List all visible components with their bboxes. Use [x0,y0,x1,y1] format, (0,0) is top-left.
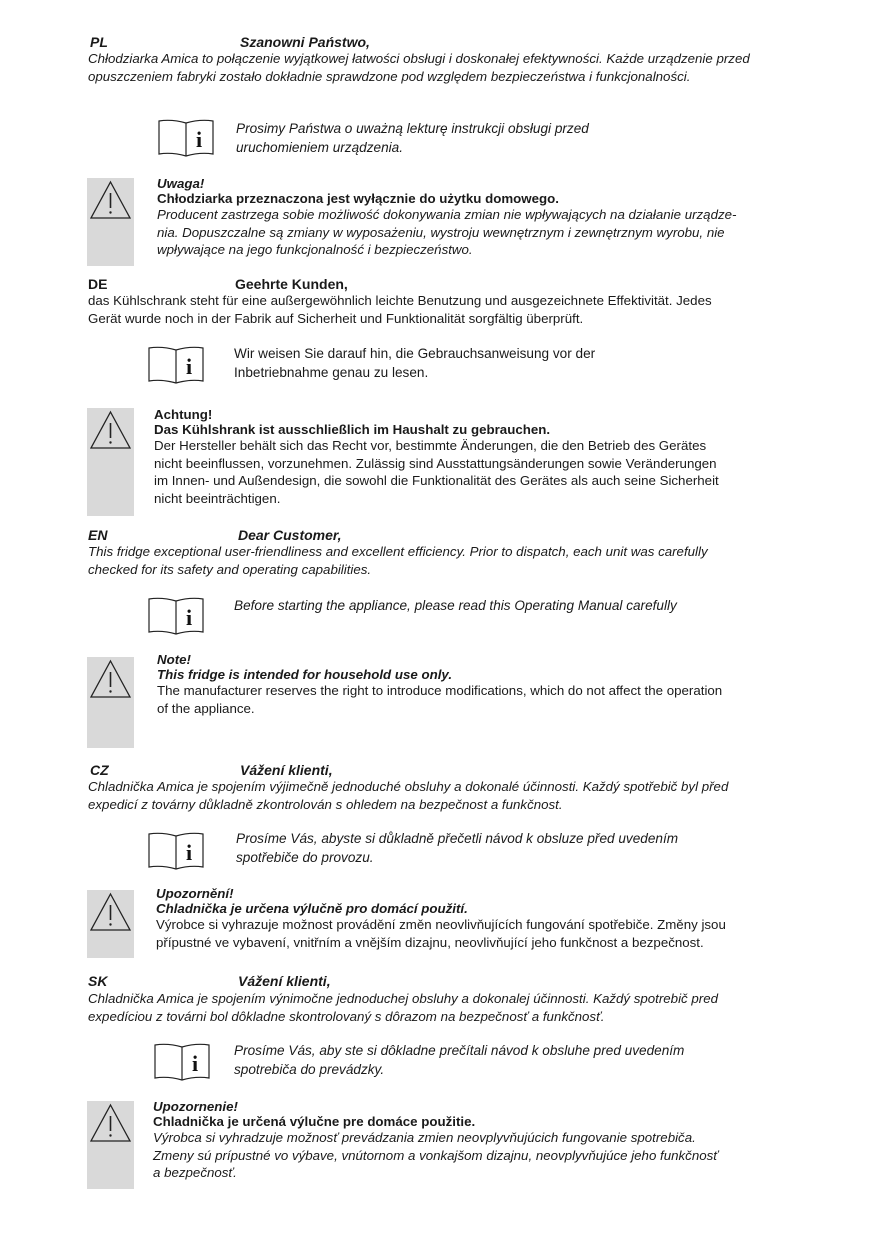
warning-triangle-icon [87,1101,134,1147]
warning-en [157,652,785,717]
warning-triangle-icon [87,408,134,454]
info-line: spotřebiče do provozu. [236,850,374,865]
intro-line: expedíciou z továrni bol dôkladne skontrolovaný s dôrazom na bezpečnosť a funkčnosť. [88,1009,605,1024]
greeting-pl: Szanowni Państwo, [240,34,370,50]
warning-line: The manufacturer reserves the right to introduce modifications, which do not affect the operation [157,683,723,698]
warning-line: Zmeny sú prípustné vo výbave, vnútornom a vonkajšom dizajnu, neovplyvňujúce jeho funkčnosť [153,1147,718,1163]
intro-sk [88,990,786,1026]
info-line: uruchomieniem urządzenia. [236,140,403,155]
warning-text [154,437,784,507]
info-line: Before starting the appliance, please read this Operating Manual carefully [234,598,677,613]
info-text-pl [236,119,589,157]
warning-text [157,206,785,259]
info-text-sk [234,1041,684,1079]
warning-text [157,682,785,717]
intro-de [88,292,786,328]
intro-line: das Kühlschrank steht für eine außergewöhnlich leichte Benutzung und ausgezeichnete Effektivität. Jedes [88,293,712,308]
svg-text:i: i [191,1051,199,1076]
warning-line: přípustné ve vybavení, vnitřním a vnějším dizajnu, neovlivňující jeho funkčnost a bezpečnost. [156,934,704,950]
info-book-icon [148,597,204,635]
section-code-pl: PL [90,34,108,50]
intro-pl [88,50,786,86]
info-text-en [234,596,677,615]
intro-cz [88,778,786,814]
warning-text [153,1129,784,1182]
warning-pl [157,176,785,259]
warning-de [154,407,784,507]
info-line: Prosimy Państwa o uważną lekturę instrukcji obsługi przed [236,121,589,136]
warning-triangle-icon [87,657,134,703]
section-code-cz: CZ [90,762,109,778]
warning-triangle-icon [87,890,134,936]
svg-text:i: i [195,127,203,152]
info-book-icon [154,1043,210,1081]
warning-box-en [87,657,134,748]
info-book-icon [148,346,204,384]
greeting-sk: Vážení klienti, [238,973,331,989]
warning-bold: Chladnička je určená výlučne pre domáce použitie. [153,1114,476,1129]
section-code-sk: SK [88,973,108,989]
warning-title: Uwaga! [157,176,205,191]
warning-line: nicht beeinträchtigen. [154,490,281,506]
warning-bold: Chłodziarka przeznaczona jest wyłącznie do użytku domowego. [157,191,559,206]
warning-sk [153,1099,784,1182]
warning-line: nicht beeinflussen, vorzunehmen. Zulässig sind Ausstattungsänderungen sowie Veränderungen [154,455,717,471]
info-line: spotrebiča do prevádzky. [234,1062,385,1077]
svg-text:i: i [185,605,193,630]
warning-line: Výrobce si vyhrazuje možnost provádění změn neovlivňujících fungování spotřebiče. Změny jsou [156,917,726,932]
warning-line: Producent zastrzega sobie możliwość dokonywania zmian nie wpływających na działanie urządze- [157,207,737,222]
info-line: Inbetriebnahme genau zu lesen. [234,365,429,380]
intro-en [88,543,786,579]
svg-text:i: i [185,840,193,865]
warning-bold: This fridge is intended for household use only. [157,667,453,682]
warning-bold: Das Kühlshrank ist ausschließlich im Haushalt zu gebrauchen. [154,422,551,437]
svg-text:i: i [185,354,193,379]
warning-line: a bezpečnosť. [153,1165,237,1180]
intro-line: Chłodziarka Amica to połączenie wyjątkowej łatwości obsługi i doskonałej efektywności. Każde urządzenie przed [88,51,750,66]
greeting-en: Dear Customer, [238,527,342,543]
warning-title: Achtung! [154,407,213,422]
section-code-en: EN [88,527,108,543]
info-line: Prosíme Vás, aby ste si dôkladne prečítali návod k obsluhe pred uvedením [234,1043,685,1058]
greeting-cz: Vážení klienti, [240,762,333,778]
section-code-de: DE [88,276,108,292]
warning-line: Výrobca si vyhradzuje možnosť prevádzania zmien neovplyvňujúcich fungovanie spotrebiča. [153,1130,696,1145]
info-text-cz [236,829,678,867]
warning-box-de [87,408,134,516]
warning-title: Upozornenie! [153,1099,238,1114]
intro-line: checked for its safety and operating capabilities. [88,562,372,577]
warning-line: wpływające na jego funkcjonalność i bezpieczeństwo. [157,242,473,257]
intro-line: Chladnička Amica je spojením výnimočne jednoduchej obsluhy a dokonalej účinnosti. Každý spotrebič pred [88,991,718,1006]
warning-bold: Chladnička je určena výlučně pro domácí použití. [156,901,468,916]
intro-line: Gerät wurde noch in der Fabrik auf Sicherheit und Funktionalität sorgfältig überprüft. [88,311,584,326]
info-book-icon [158,119,214,157]
warning-title: Upozornění! [156,886,234,901]
intro-line: expedicí z továrny důkladně zkontrolován s ohledem na bezpečnost a funkčnost. [88,797,563,812]
warning-box-cz [87,890,134,958]
greeting-de: Geehrte Kunden, [235,276,348,292]
warning-box-pl [87,178,134,266]
warning-line: im Innen- und Außendesign, die sowohl die Funktionalität des Gerätes als auch seine Sicherheit [154,473,719,488]
warning-line: Der Hersteller behält sich das Recht vor, bestimmte Änderungen, die den Betrieb des Gerätes [154,438,707,453]
info-line: Prosíme Vás, abyste si důkladně přečetli návod k obsluze před uvedením [236,831,679,846]
warning-cz [156,886,784,951]
warning-title: Note! [157,652,191,667]
info-text-de [234,344,595,382]
warning-box-sk [87,1101,134,1189]
intro-line: opuszczeniem fabryki zostało dokładnie sprawdzone pod względem bezpieczeństwa i funkcjonalności. [88,69,691,84]
info-line: Wir weisen Sie darauf hin, die Gebrauchsanweisung vor der [234,346,596,361]
info-book-icon [148,832,204,870]
intro-line: This fridge exceptional user-friendliness and excellent efficiency. Prior to dispatch, each unit was carefully [88,544,708,559]
warning-line: nia. Dopuszczalne są zmiany w wyposażeniu, wystroju wewnętrznym i zewnętrznym wyrobu, nie [157,224,725,240]
warning-text [156,916,784,951]
intro-line: Chladnička Amica je spojením výjimečně jednoduché obsluhy a dokonalé účinnosti. Každý spotřebič byl před [88,779,729,794]
warning-line: of the appliance. [157,700,255,716]
warning-triangle-icon [87,178,134,224]
